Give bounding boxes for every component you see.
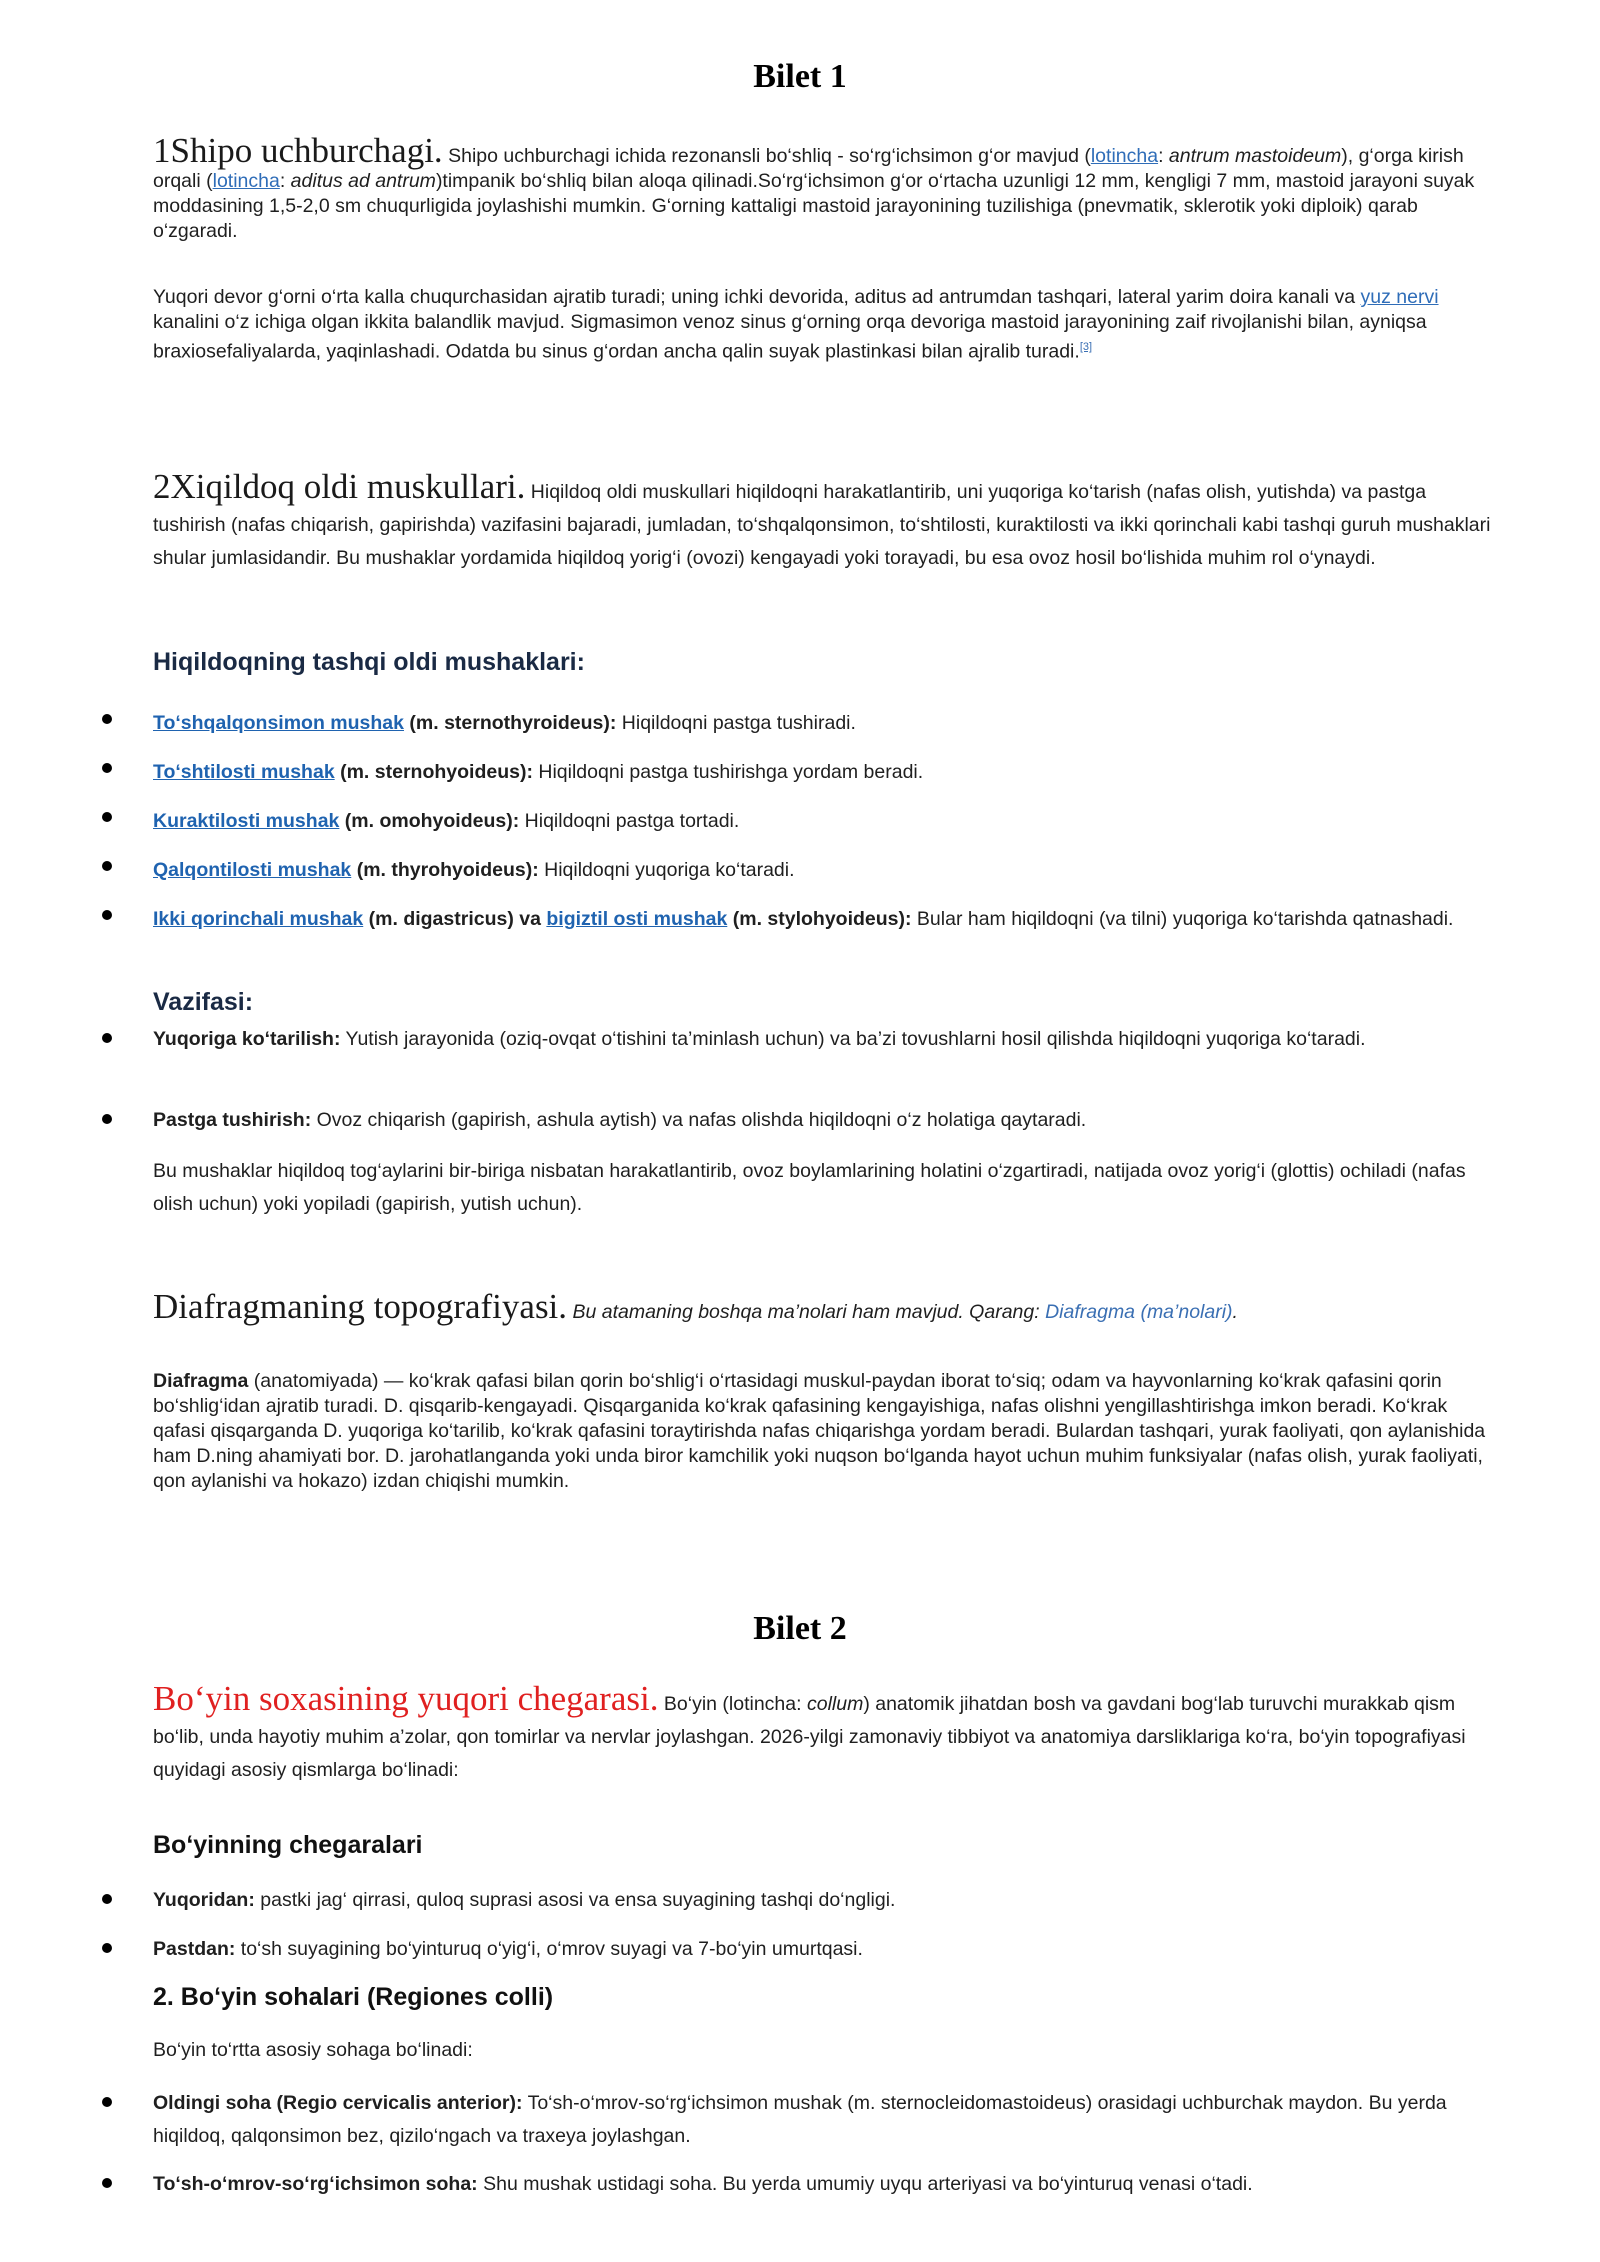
list-item [153, 1884, 1493, 1917]
diafragma-body [153, 1369, 1493, 1494]
text-run: Hiqildoqni pastga tushiradi. [616, 712, 856, 734]
text-run: kanalini o‘z ichiga olgan ikkita balandlik mavjud. Sigmasimon venoz sinus g‘orning orqa devoriga mastoid jarayonining zaif rivojlanishi bilan, ayniqsa braxiosefaliyalarda, yaqinlashadi. Odatda bu sinus g‘ordan ancha qalin suyak plastinkasi bilan ajralib turadi. [153, 311, 1427, 363]
text-run: Bular ham hiqildoqni (va tilni) yuqoriga ko‘tarishda qatnashadi. [911, 908, 1454, 930]
vazifasi-heading-block [153, 988, 1493, 1017]
text-run: : [279, 170, 291, 192]
bullet [102, 812, 112, 822]
list-item [153, 903, 1493, 936]
diafragma-heading-line [153, 1287, 1493, 1326]
latin-name: (m. digastricus) va [363, 908, 547, 930]
muscle-link[interactable]: To‘shqalqonsimon mushak [153, 712, 404, 734]
text-run: )timpanik bo‘shliq bilan aloqa qilinadi.So‘rg‘ichsimon g‘or o‘rtacha uzunligi 12 mm, kengligi 7 mm, mastoid jarayoni suyak moddasining 1,5-2,0 sm chuqurligida joylashishi mumkin. G‘orning kattaligi mastoid jarayonining tuzilishiga (pnevmatik, sklerotik yoki diploik) qarab o‘zgaradi. [153, 170, 1475, 242]
sohalari-intro: Bo‘yin to‘rtta asosiy sohaga bo‘linadi: [153, 2039, 473, 2061]
note-text: Bu atamaning boshqa ma’nolari ham mavjud. Qarang: [567, 1301, 1046, 1323]
section-boyin [153, 1679, 1493, 1787]
list-item [153, 854, 1493, 887]
reference-3-link[interactable]: [3] [1079, 341, 1093, 353]
muscle-link[interactable]: Ikki qorinchali mushak [153, 908, 364, 930]
text-run: Yuqori devor g‘orni o‘rta kalla chuqurchasidan ajratib turadi; uning ichki devorida, aditus ad antrumdan tashqari, lateral yarim doira kanali va [153, 286, 1361, 308]
diafragma-heading: Diafragmaning topografiyasi. [153, 1287, 568, 1326]
muscle-link[interactable]: bigiztil osti mushak [546, 908, 728, 930]
list-item [153, 1023, 1493, 1056]
section-diafragma [153, 1287, 1493, 1326]
yuz-nervi-link[interactable]: yuz nervi [1360, 286, 1439, 308]
latin-term: aditus ad antrum [290, 170, 436, 192]
list-item [153, 2168, 1493, 2201]
text-run: ) anatomik jihatdan bosh va gavdani bog‘lab turuvchi murakkab qism bo‘lib, unda hayotiy muhim a’zolar, qon tomirlar va nervlar joylashgan. 2026-yilgi zamonaviy tibbiyot va anatomiya darsliklariga ko‘ra, bo‘yin topografiyasi quyidagi asosiy qismlarga bo‘linadi: [153, 1693, 1466, 1781]
chegaralari-heading-block [153, 1831, 1493, 1860]
lotincha-link-2[interactable]: lotincha [212, 170, 280, 192]
text-run: to‘sh suyagining bo‘yinturuq o‘yig‘i, o‘mrov suyagi va 7-bo‘yin umurtqasi. [235, 1938, 863, 1960]
bound-label: Yuqoridan: [153, 1889, 255, 1911]
text-run: Hiqildoqni pastga tortadi. [519, 810, 740, 832]
text-run: Bo‘yin (lotincha: [658, 1693, 807, 1715]
text-run: Ovoz chiqarish (gapirish, ashula aytish) va nafas olishda hiqildoqni o‘z holatiga qaytaradi. [311, 1109, 1087, 1131]
section-xiqildoq [153, 467, 1493, 575]
bullet [102, 763, 112, 773]
list-item [153, 1933, 1493, 1966]
text-run: Hiqildoq oldi muskullari hiqildoqni harakatlantirib, uni yuqoriga ko‘tarish (nafas olish, yutishda) va pastga tushirish (nafas chiqarish, gapirishda) vazifasini bajaradi, jumladan, to‘shqalqonsimon, to‘shtilosti, kuraktilosti va ikki qorinchali kabi tashqi guruh mushaklari shular jumlasidandir. Bu mushaklar yordamida hiqildoq yorig‘i (ovozi) kengayadi yoki torayadi, bu esa ovoz hosil bo‘lishida muhim rol o‘ynaydi. [153, 481, 1491, 569]
region-label: To‘sh-o‘mrov-so‘rg‘ichsimon soha: [153, 2173, 478, 2195]
text-run: (anatomiyada) — ko‘krak qafasi bilan qorin bo‘shlig‘i o‘rtasidagi muskul-paydan iborat to‘siq; odam va hayvonlarning ko‘krak qafasini qorin bo‘shlig‘idan ajratib turadi. D. qisqarib-kengayadi. Qisqarganida ko‘krak qafasining kengayishiga, nafas olishni yengillashtirishga imkon beradi. Ko‘krak qafasi qisqarganda D. yuqoriga ko‘tarilib, ko‘krak qafasini toraytirishda nafas chiqarishga yordam beradi. Bulardan tashqari, yurak faoliyati, qon aylanishida ham D.ning ahamiyati bor. D. jarohatlanganda yoki unda biror kamchilik yoki nuqson bo‘lganda hayot uchun muhim funksiyalar (nafas olish, yurak faoliyati, qon aylanishi va hokazo) izdan chiqishi mumkin. [153, 1370, 1486, 1492]
boyin-intro [153, 1679, 1493, 1787]
shipo-heading: 1Shipo uchburchagi. [153, 131, 443, 170]
shipo-paragraph-1 [153, 131, 1493, 244]
vazifasi-heading: Vazifasi: [153, 988, 254, 1016]
muscle-link[interactable]: Qalqontilosti mushak [153, 859, 352, 881]
term: Diafragma [153, 1370, 249, 1392]
sohalari-heading: 2. Bo‘yin sohalari (Regiones colli) [153, 1983, 554, 2011]
latin-name: (m. thyrohyoideus): [351, 859, 539, 881]
latin-term: collum [806, 1693, 864, 1715]
list-item [153, 707, 1493, 740]
muscle-link[interactable]: Kuraktilosti mushak [153, 810, 340, 832]
section-shipo [153, 131, 1493, 244]
function-label: Pastga tushirish: [153, 1109, 312, 1131]
chegaralari-heading: Bo‘yinning chegaralari [153, 1831, 423, 1859]
text-run: To‘sh-o‘mrov-so‘rg‘ichsimon mushak (m. sternocleidomastoideus) orasidagi uchburchak maydon. Bu yerda hiqildoq, qalqonsimon bez, qizilo‘ngach va traxeya joylashgan. [153, 2092, 1447, 2147]
region-label: Oldingi soha (Regio cervicalis anterior): [153, 2092, 523, 2114]
text-run: . [1232, 1301, 1238, 1323]
list-item [153, 2087, 1493, 2153]
list-item [153, 805, 1493, 838]
latin-name: (m. omohyoideus): [339, 810, 520, 832]
bullet [102, 861, 112, 871]
muscle-link[interactable]: To‘shtilosti mushak [153, 761, 335, 783]
bilet-1-title: Bilet 1 [753, 58, 847, 95]
bullet [102, 2178, 112, 2188]
shipo-paragraph-2-block [153, 285, 1493, 365]
bullet [102, 714, 112, 724]
list-item [153, 1104, 1493, 1137]
function-label: Yuqoriga ko‘tarilish: [153, 1028, 341, 1050]
list-item [153, 756, 1493, 789]
lotincha-link-1[interactable]: lotincha [1090, 145, 1159, 167]
text-run: : [1158, 145, 1169, 167]
bullet [102, 1894, 112, 1904]
xiqildoq-closing: Bu mushaklar hiqildoq tog‘aylarini bir-biriga nisbatan harakatlantirib, ovoz boylamlarining holatini o‘zgartiradi, natijada ovoz yorig‘i (glottis) ochiladi (nafas olish uchun) yoki yopiladi (gapirish, yutish uchun). [153, 1160, 1466, 1215]
bullet [102, 1943, 112, 1953]
text-run: Hiqildoqni yuqoriga ko‘taradi. [538, 859, 795, 881]
sohalari-heading-block [153, 1983, 1493, 2012]
text-run: Yutish jarayonida (oziq-ovqat o‘tishini ta’minlash uchun) va ba’zi tovushlarni hosil qilishda hiqildoqni yuqoriga ko‘taradi. [340, 1028, 1366, 1050]
xiqildoq-subheading: Hiqildoqning tashqi oldi mushaklari: [153, 648, 585, 676]
latin-name: (m. sternohyoideus): [334, 761, 533, 783]
diafragma-meanings-link[interactable]: Diafragma (ma’nolari) [1045, 1301, 1233, 1323]
xiqildoq-heading: 2Xiqildoq oldi muskullari. [153, 467, 526, 506]
latin-name: (m. sternothyroideus): [404, 712, 617, 734]
diafragma-body-block [153, 1369, 1493, 1494]
shipo-paragraph-2 [153, 285, 1493, 365]
bullet [102, 1033, 112, 1043]
text-run: Shipo uchburchagi ichida rezonansli bo‘shliq - so‘rg‘ichsimon g‘or mavjud ( [442, 145, 1091, 167]
bilet-2-title: Bilet 2 [753, 1610, 847, 1647]
boyin-heading: Bo‘yin soxasining yuqori chegarasi. [153, 1679, 659, 1718]
latin-name: (m. stylohyoideus): [727, 908, 912, 930]
bullet [102, 2097, 112, 2107]
text-run: Hiqildoqni pastga tushirishga yordam beradi. [532, 761, 924, 783]
bound-label: Pastdan: [153, 1938, 236, 1960]
text-run: Shu mushak ustidagi soha. Bu yerda umumiy uyqu arteriyasi va bo‘yinturuq venasi o‘tadi. [477, 2173, 1253, 2195]
bullet [102, 1114, 112, 1124]
latin-term: antrum mastoideum [1168, 145, 1342, 167]
xiqildoq-subheading-block [153, 648, 1493, 677]
xiqildoq-intro [153, 467, 1493, 575]
bullet [102, 910, 112, 920]
text-run: pastki jag‘ qirrasi, quloq suprasi asosi va ensa suyagining tashqi do‘ngligi. [254, 1889, 896, 1911]
text-run: ), g‘orga kirish orqali ( [153, 145, 1464, 192]
